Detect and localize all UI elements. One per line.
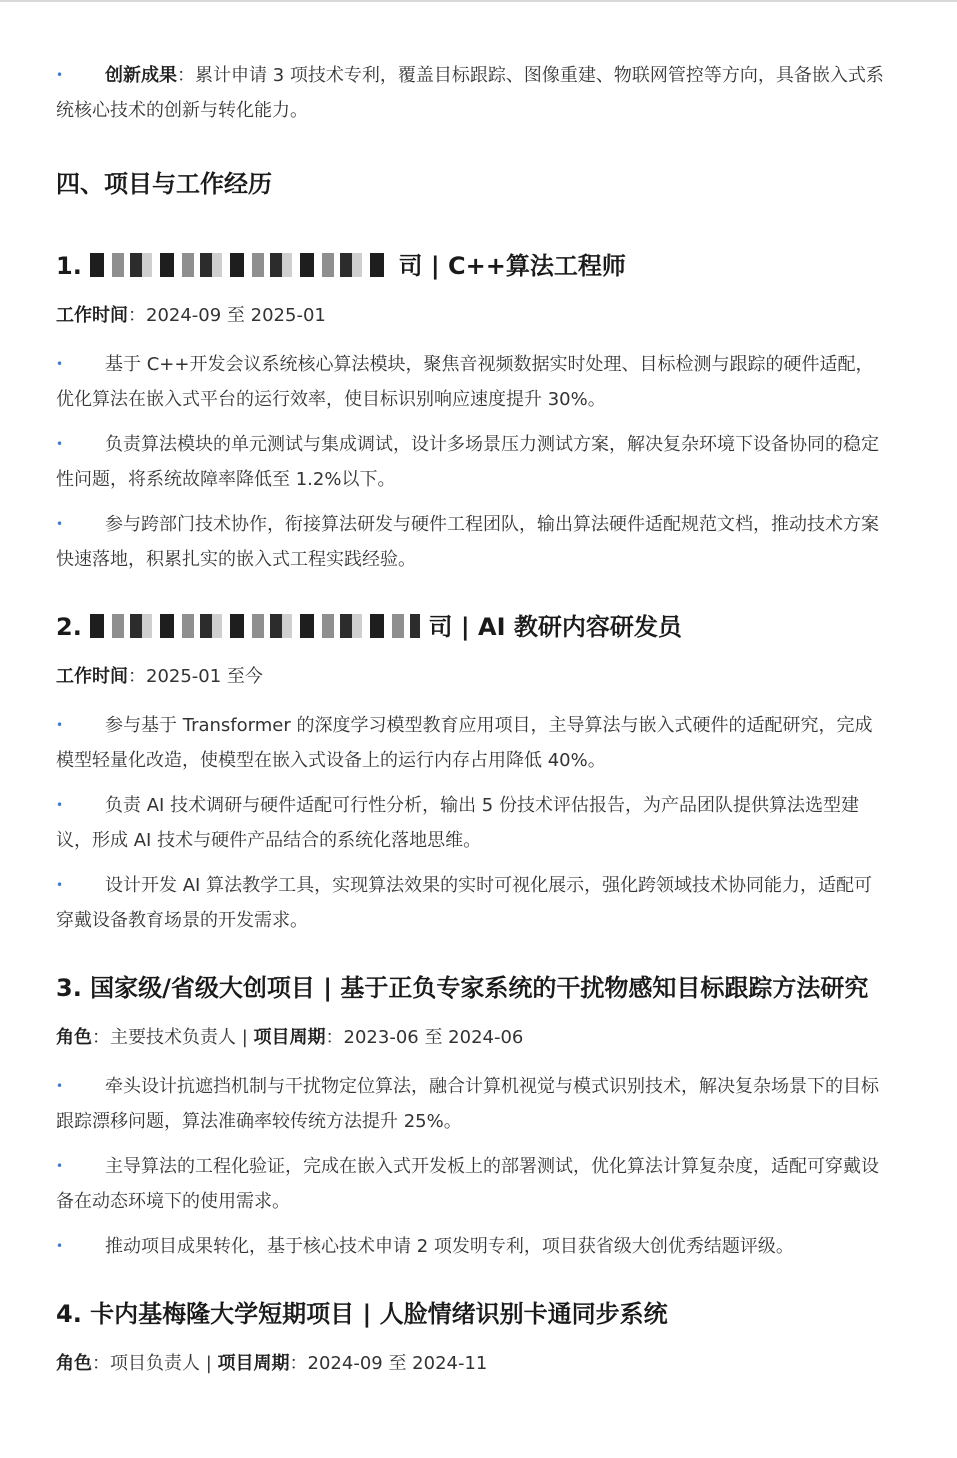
project-1-number: 1.: [56, 252, 82, 280]
project-2-bullet-2: [56, 788, 888, 858]
bullet-dot-icon: •: [56, 437, 64, 451]
bullet-text: 牵头设计抗遮挡机制与干扰物定位算法，融合计算机视觉与模式识别技术，解决复杂场景下的目标跟踪漂移问题，算法准确率较传统方法提升 25%。: [56, 1076, 879, 1132]
top-divider: [0, 0, 957, 2]
project-3-period-value: ：2023-06 至 2024-06: [325, 1027, 524, 1048]
project-4-role-value: ：项目负责人 |: [92, 1353, 218, 1374]
project-2-number: 2.: [56, 613, 82, 641]
bullet-dot-icon: •: [56, 517, 64, 531]
bullet-text: 参与基于 Transformer 的深度学习模型教育应用项目，主导算法与嵌入式硬件的适配研究，完成模型轻量化改造，使模型在嵌入式设备上的运行内存占用降低 40%。: [56, 715, 873, 771]
project-1-bullet-2: [56, 427, 888, 497]
project-3-role-label: 角色: [56, 1027, 92, 1048]
bullet-dot-icon: •: [56, 68, 64, 82]
project-4-period-value: ：2024-09 至 2024-11: [289, 1353, 488, 1374]
project-3-role-value: ：主要技术负责人 |: [92, 1027, 254, 1048]
project-2-title: [56, 605, 888, 650]
bullet-text: 负责 AI 技术调研与硬件适配可行性分析，输出 5 份技术评估报告，为产品团队提供算法选型建议，形成 AI 技术与硬件产品结合的系统化落地思维。: [56, 795, 859, 851]
project-2-meta-label: 工作时间: [56, 666, 128, 687]
bullet-dot-icon: •: [56, 357, 64, 371]
bullet-dot-icon: •: [56, 878, 64, 892]
project-3-period-label: 项目周期: [253, 1027, 326, 1048]
project-2-bullet-3: [56, 868, 888, 938]
innovation-text: 累计申请 3 项技术专利，覆盖目标跟踪、图像重建、物联网管控等方向，具备嵌入式系统核心技术的创新与转化能力。: [56, 65, 884, 121]
section-title-projects: 四、项目与工作经历: [56, 170, 272, 198]
bullet-text: 推动项目成果转化，基于核心技术申请 2 项发明专利，项目获省级大创优秀结题评级。: [105, 1236, 794, 1257]
innovation-label: 创新成果: [105, 65, 177, 86]
project-3-bullet-1: [56, 1069, 888, 1139]
project-1-meta-label: 工作时间: [56, 305, 128, 326]
bullet-dot-icon: •: [56, 1239, 64, 1253]
project-3-title: 3. 国家级/省级大创项目 | 基于正负专家系统的干扰物感知目标跟踪方法研究: [56, 974, 869, 1002]
bullet-text: 主导算法的工程化验证，完成在嵌入式开发板上的部署测试，优化算法计算复杂度，适配可穿戴设备在动态环境下的使用需求。: [56, 1156, 879, 1212]
project-3-bullet-2: [56, 1149, 888, 1219]
project-4-meta: [56, 1349, 888, 1379]
project-1-title-tail: 司 | C++算法工程师: [398, 252, 626, 280]
innovation-sep: ：: [177, 65, 195, 86]
bullet-text: 基于 C++开发会议系统核心算法模块，聚焦音视频数据实时处理、目标检测与跟踪的硬件适配，优化算法在嵌入式平台的运行效率，使目标识别响应速度提升 30%。: [56, 354, 874, 410]
project-4-period-label: 项目周期: [217, 1353, 290, 1374]
project-2-meta: [56, 662, 888, 692]
project-2-bullet-1: [56, 708, 888, 778]
project-4-role-label: 角色: [56, 1353, 92, 1374]
innovation-item: [56, 58, 888, 128]
project-1-bullet-1: [56, 347, 888, 417]
redacted-company-name: [90, 614, 420, 638]
bullet-dot-icon: •: [56, 1159, 64, 1173]
redacted-company-name: [90, 253, 390, 277]
bullet-dot-icon: •: [56, 1079, 64, 1093]
bullet-dot-icon: •: [56, 718, 64, 732]
project-1-title: [56, 244, 888, 289]
project-3-bullet-3: [56, 1229, 888, 1264]
project-2-meta-value: ：2025-01 至今: [128, 666, 263, 687]
bullet-dot-icon: •: [56, 798, 64, 812]
project-1-bullet-3: [56, 507, 888, 577]
project-1-meta: [56, 301, 888, 331]
bullet-text: 参与跨部门技术协作，衔接算法研发与硬件工程团队，输出算法硬件适配规范文档，推动技术方案快速落地，积累扎实的嵌入式工程实践经验。: [56, 514, 879, 570]
bullet-text: 负责算法模块的单元测试与集成调试，设计多场景压力测试方案，解决复杂环境下设备协同的稳定性问题，将系统故障率降低至 1.2%以下。: [56, 434, 879, 490]
project-3-meta: [56, 1023, 888, 1053]
project-4-title: 4. 卡内基梅隆大学短期项目 | 人脸情绪识别卡通同步系统: [56, 1300, 668, 1328]
project-1-meta-value: ：2024-09 至 2025-01: [128, 305, 326, 326]
project-2-title-tail: 司 | AI 教研内容研发员: [428, 613, 682, 641]
bullet-text: 设计开发 AI 算法教学工具，实现算法效果的实时可视化展示，强化跨领域技术协同能力，适配可穿戴设备教育场景的开发需求。: [56, 875, 873, 931]
resume-page: [56, 58, 888, 1379]
